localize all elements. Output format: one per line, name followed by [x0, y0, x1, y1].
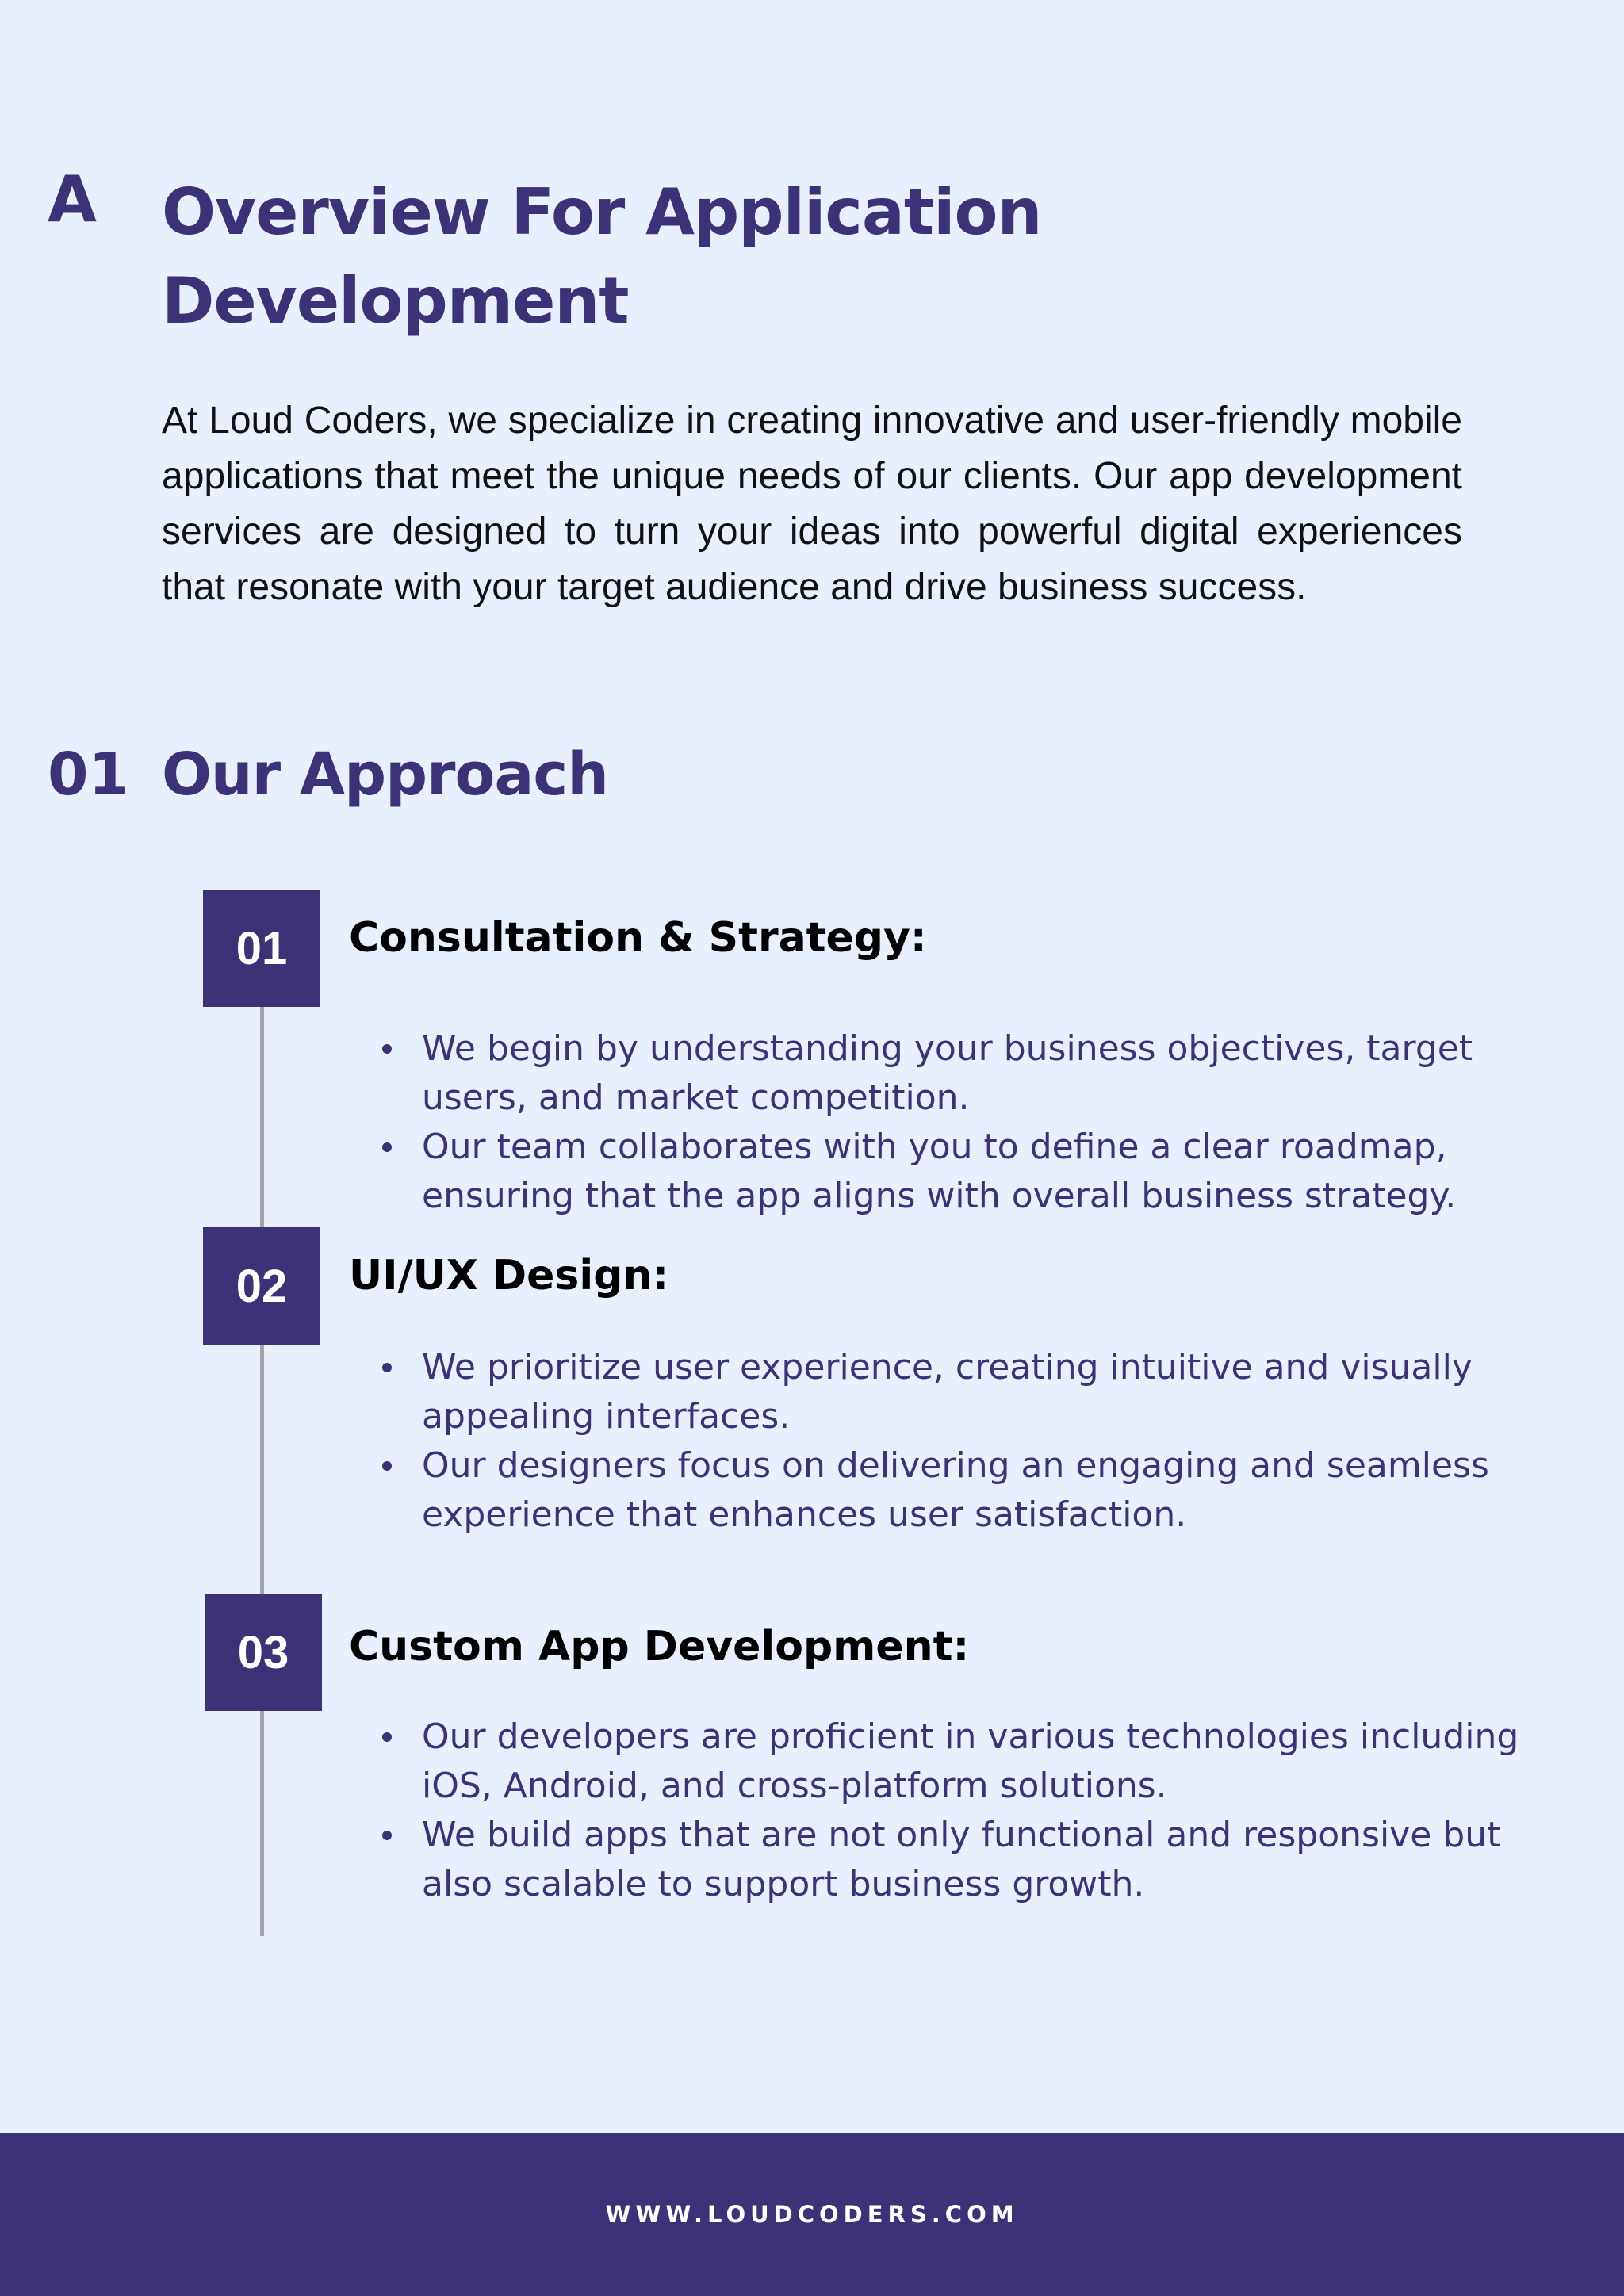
list-item: We begin by understanding your business objectives, target users, and market competition.	[377, 1024, 1582, 1123]
page-title-line-1: Overview For Application	[162, 175, 1042, 249]
list-item: Our developers are proficient in various technologies including iOS, Android, and cross-platform solutions.	[377, 1712, 1582, 1811]
intro-paragraph: At Loud Coders, we specialize in creating innovative and user-friendly mobile applications that meet the unique needs of our clients. Our app development services are designed to turn your ideas into powerful digital experiences that resonate with your target audience and drive business success.	[162, 400, 1462, 608]
timeline-line	[260, 943, 264, 1936]
step-title-2: UI/UX Design:	[349, 1252, 669, 1299]
step-number-box-3: 03	[205, 1594, 322, 1711]
page-title	[162, 168, 1351, 346]
list-item: We prioritize user experience, creating intuitive and visually appealing interfaces.	[377, 1343, 1582, 1441]
step-bullets-3	[377, 1712, 1582, 1909]
list-item: We build apps that are not only functional and responsive but also scalable to support business growth.	[377, 1811, 1582, 1909]
step-number-box-1: 01	[203, 890, 320, 1007]
section-title: Our Approach	[162, 740, 608, 809]
step-bullets-2	[377, 1343, 1582, 1540]
footer-website-link[interactable]: WWW.LOUDCODERS.COM	[605, 2201, 1019, 2228]
page-title-line-2: Development	[162, 264, 629, 338]
step-number-box-2: 02	[203, 1227, 320, 1345]
section-number: 01	[48, 740, 129, 809]
step-bullets-1	[377, 1024, 1582, 1221]
list-item: Our designers focus on delivering an engaging and seamless experience that enhances user satisfaction.	[377, 1441, 1582, 1540]
section-letter: A	[48, 163, 97, 236]
step-title-3: Custom App Development:	[349, 1623, 970, 1670]
list-item: Our team collaborates with you to define a clear roadmap, ensuring that the app aligns with overall business strategy.	[377, 1123, 1582, 1221]
step-title-1: Consultation & Strategy:	[349, 914, 927, 962]
footer	[0, 2133, 1624, 2296]
